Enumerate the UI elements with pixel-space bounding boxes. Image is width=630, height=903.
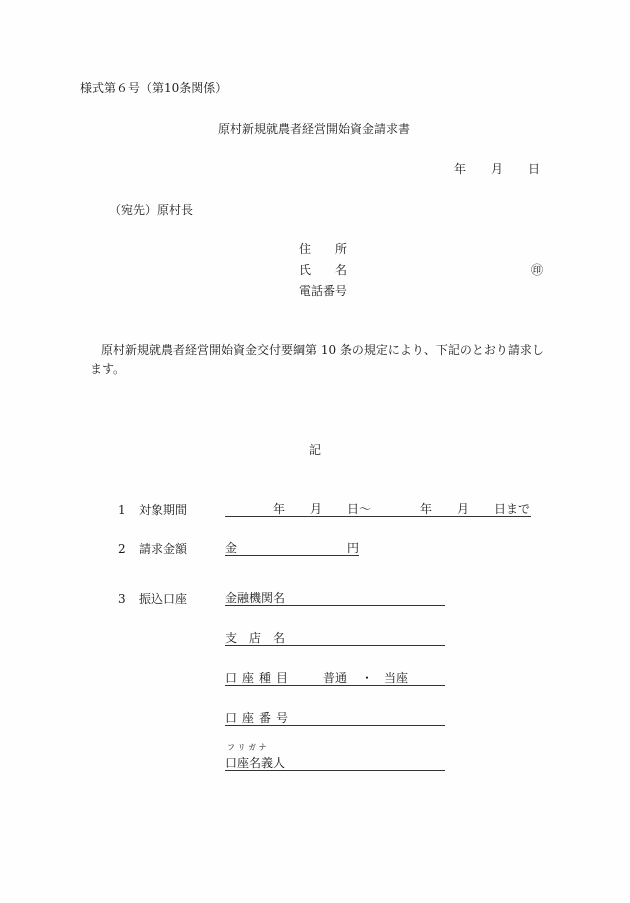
item-1-label: 対象期間 xyxy=(139,503,188,517)
bank-name-field[interactable]: 金融機関名 xyxy=(225,591,445,606)
furigana-label: フ リ ガ ナ xyxy=(227,743,267,752)
date-month: 月 xyxy=(491,162,504,176)
seal-mark: ㊞ xyxy=(531,263,544,277)
document-title: 原村新規就農者経営開始資金請求書 xyxy=(218,122,411,136)
item-2-number: 2 xyxy=(118,542,126,556)
option-futsu[interactable]: 普通 xyxy=(323,671,348,685)
item-2-label: 請求金額 xyxy=(139,542,188,556)
item-3-number: 3 xyxy=(118,592,126,606)
account-number-field[interactable]: 口 座 番 号 xyxy=(225,711,445,726)
addressee: （宛先）原村長 xyxy=(109,203,194,217)
item-3-label: 振込口座 xyxy=(139,592,188,606)
body-text-line1: 原村新規就農者経営開始資金交付要綱第 10 条の規定により、下記のとおり請求し xyxy=(101,343,544,357)
account-holder-field[interactable]: 口座名義人 xyxy=(225,756,445,771)
amount-field[interactable]: 金 円 xyxy=(225,541,360,555)
option-touza[interactable]: 当座 xyxy=(384,671,409,685)
ki-heading: 記 xyxy=(309,443,322,457)
name-label: 氏 名 xyxy=(299,263,347,277)
phone-label: 電話番号 xyxy=(299,284,348,298)
form-number: 様式第６号（第10条関係） xyxy=(80,81,228,95)
date-day: 日 xyxy=(528,162,541,176)
body-text-line2: ます。 xyxy=(90,362,126,376)
item-1-number: 1 xyxy=(118,503,126,517)
address-label: 住 所 xyxy=(299,242,347,256)
branch-name-field[interactable]: 支 店 名 xyxy=(225,631,445,646)
account-type-field[interactable]: 口 座 種 目 普通 ・ 当座 xyxy=(225,671,445,686)
date-year: 年 xyxy=(454,162,467,176)
period-field[interactable]: 年 月 日〜 年 月 日まで xyxy=(225,502,531,517)
